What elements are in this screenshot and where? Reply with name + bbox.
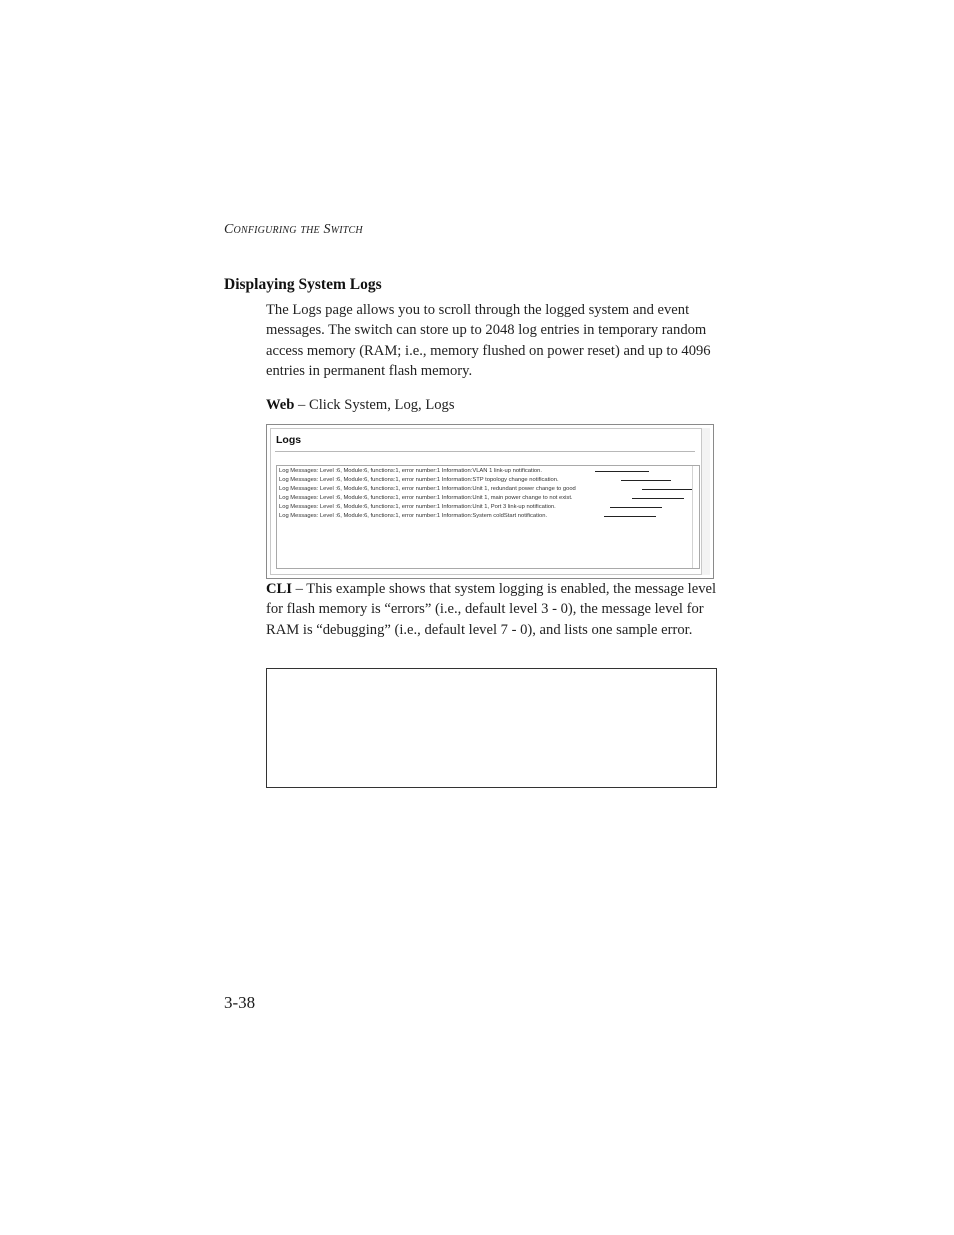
running-head: Configuring the Switch bbox=[224, 222, 363, 237]
section-title: Displaying System Logs bbox=[224, 276, 382, 293]
log-dash bbox=[604, 516, 656, 517]
logs-list-scrollbar[interactable] bbox=[692, 466, 699, 568]
logs-heading: Logs bbox=[276, 434, 302, 446]
logs-screenshot bbox=[266, 424, 714, 579]
log-dash bbox=[595, 471, 649, 472]
web-label: Web bbox=[266, 397, 295, 413]
log-line: Log Messages: Level :6, Module:6, functions:1, error number:1 Information:Unit 1, Port 3 link-up notification. bbox=[279, 504, 556, 510]
logs-list[interactable] bbox=[276, 465, 700, 569]
cli-instruction bbox=[266, 579, 718, 640]
log-dash bbox=[642, 489, 692, 490]
web-text: – Click System, Log, Logs bbox=[294, 397, 455, 413]
cli-label: CLI bbox=[266, 581, 292, 597]
log-line: Log Messages: Level :6, Module:6, functions:1, error number:1 Information:VLAN 1 link-up notification. bbox=[279, 468, 542, 474]
log-dash bbox=[632, 498, 684, 499]
cli-text: – This example shows that system logging is enabled, the message level for flash memory is “errors” (i.e., default level 3 - 0), the message level for RAM is “debugging” (i.e., default level 7 - 0), and lists one sample error. bbox=[266, 581, 717, 638]
cli-example-box bbox=[266, 668, 717, 788]
logs-divider bbox=[275, 451, 695, 452]
log-line: Log Messages: Level :6, Module:6, functions:1, error number:1 Information:System coldStart notification. bbox=[279, 513, 548, 519]
web-instruction bbox=[266, 395, 718, 415]
log-dash bbox=[621, 480, 671, 481]
log-line: Log Messages: Level :6, Module:6, functions:1, error number:1 Information:Unit 1, main power change to not exist. bbox=[279, 495, 573, 501]
screenshot-scrollbar[interactable] bbox=[701, 428, 710, 575]
intro-paragraph: The Logs page allows you to scroll through the logged system and event messages. The switch can store up to 2048 log entries in temporary random access memory (RAM; i.e., memory flushed on power reset) and up to 4096 entries in permanent flash memory. bbox=[266, 302, 711, 379]
log-dash bbox=[610, 507, 662, 508]
page-number: 3-38 bbox=[224, 993, 256, 1012]
log-line: Log Messages: Level :6, Module:6, functions:1, error number:1 Information:STP topology change notification. bbox=[279, 477, 559, 483]
log-line: Log Messages: Level :6, Module:6, functions:1, error number:1 Information:Unit 1, redundant power change to good bbox=[279, 486, 576, 492]
